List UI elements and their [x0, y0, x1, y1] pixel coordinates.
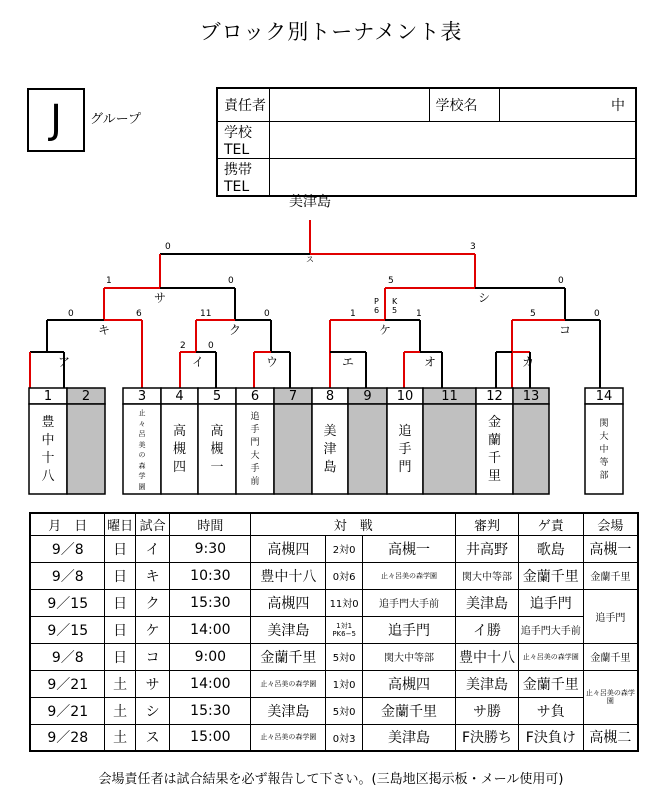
team-number: 9: [363, 389, 372, 404]
home-team-cell: 豊中十八: [251, 562, 326, 589]
team-number: 13: [522, 389, 540, 404]
champion-name: 美津島: [289, 194, 331, 210]
score-cell: 2対0: [326, 535, 362, 562]
time-cell: 15:30: [170, 697, 251, 724]
venue-cell: 追手門: [583, 589, 638, 643]
venue-cell: 高槻二: [583, 724, 638, 751]
team-number: 1: [43, 389, 53, 404]
home-team-cell: 金蘭千里: [251, 643, 326, 670]
team-name: 金 蘭 千 里: [487, 415, 501, 484]
team-number: 10: [396, 389, 414, 404]
day-cell: 土: [105, 697, 135, 724]
label-ア: ア: [57, 355, 71, 369]
label-サ: サ: [153, 291, 167, 305]
score-キ-left: 0: [68, 309, 74, 319]
score-サ-right: 0: [228, 276, 234, 286]
score-cell: 5対0: [326, 643, 362, 670]
label-オ: オ: [423, 355, 437, 369]
away-team-cell: 追手門: [362, 616, 455, 643]
schedule-row: [30, 616, 638, 643]
pk-ケ-right-score: 5: [392, 306, 398, 315]
score-cell: 1対0: [326, 670, 362, 697]
venue-cell: 止々呂美の森学園: [583, 670, 638, 724]
time-cell: 14:00: [170, 670, 251, 697]
pk-ケ-left-score: 6: [374, 306, 380, 315]
schedule-row: [30, 589, 638, 616]
home-team-cell: 高槻四: [251, 589, 326, 616]
score-ス-right: 3: [470, 242, 476, 252]
team-name: 追 手 門: [398, 424, 412, 475]
label-ス: ス: [306, 255, 314, 264]
game-manager-cell: 追手門: [518, 589, 583, 616]
venue-cell: 金蘭千里: [583, 562, 638, 589]
away-team-cell: 関大中等部: [362, 643, 455, 670]
day-cell: 土: [105, 670, 135, 697]
header-date: 月 日: [30, 513, 105, 535]
game-manager-cell: 追手門大手前: [518, 616, 583, 643]
game-manager-cell: サ負: [518, 697, 583, 724]
team-name: 美 津 島: [323, 424, 337, 475]
venue-cell: 高槻一: [583, 535, 638, 562]
date-cell: 9／8: [30, 643, 105, 670]
team-name: 高 槻 四: [172, 424, 186, 475]
score-cell: 0対3: [326, 724, 362, 751]
schedule-row: [30, 643, 638, 670]
referee-cell: 美津島: [456, 589, 519, 616]
team-number: 3: [137, 389, 147, 404]
group-label: グループ: [90, 112, 141, 127]
schedule-row: [30, 724, 638, 751]
day-cell: 土: [105, 724, 135, 751]
label-ク: ク: [228, 323, 242, 337]
team-name: 追 手 門 大 手 前: [250, 412, 260, 487]
school-name-value[interactable]: 中: [499, 88, 636, 121]
day-cell: 日: [105, 616, 135, 643]
label-ケ: ケ: [378, 323, 392, 337]
time-cell: 9:30: [170, 535, 251, 562]
referee-cell: サ勝: [456, 697, 519, 724]
referee-cell: F決勝ち: [456, 724, 519, 751]
away-team-cell: 追手門大手前: [362, 589, 455, 616]
game-manager-cell: 金蘭千里: [518, 670, 583, 697]
referee-cell: 美津島: [456, 670, 519, 697]
time-cell: 9:00: [170, 643, 251, 670]
game-manager-cell: F決負け: [518, 724, 583, 751]
header-time: 時間: [170, 513, 251, 535]
score-サ-left: 1: [106, 276, 112, 286]
team-name: 高 槻 一: [210, 424, 224, 475]
match-cell: シ: [135, 697, 169, 724]
referee-cell: 豊中十八: [456, 643, 519, 670]
date-cell: 9／15: [30, 589, 105, 616]
team-number: 8: [325, 389, 335, 404]
home-team-cell: 高槻四: [251, 535, 326, 562]
label-キ: キ: [97, 323, 111, 337]
team-number: 7: [288, 389, 298, 404]
score-ク-left: 11: [200, 309, 212, 319]
day-cell: 日: [105, 562, 135, 589]
header-match: 試合: [135, 513, 169, 535]
team-number: 5: [212, 389, 222, 404]
time-cell: 14:00: [170, 616, 251, 643]
game-manager-cell: 金蘭千里: [518, 562, 583, 589]
score-シ-left: 5: [388, 276, 394, 286]
referee-cell: 井高野: [456, 535, 519, 562]
score-ス-left: 0: [165, 242, 171, 252]
match-cell: ス: [135, 724, 169, 751]
header-venue: 会場: [583, 513, 638, 535]
score-ク-right: 0: [264, 309, 270, 319]
match-cell: コ: [135, 643, 169, 670]
team-number: 14: [595, 389, 613, 404]
score-ケ-left: 1: [350, 309, 356, 319]
home-team-cell: 美津島: [251, 697, 326, 724]
date-cell: 9／21: [30, 670, 105, 697]
team-number: 2: [81, 389, 91, 404]
header-game-manager: ゲ責: [518, 513, 583, 535]
score-コ-right: 0: [594, 309, 600, 319]
header-match-up: 対 戦: [251, 513, 456, 535]
referee-cell: イ勝: [456, 616, 519, 643]
schedule-row: [30, 562, 638, 589]
referee-cell: 関大中等部: [456, 562, 519, 589]
score-キ-right: 6: [136, 309, 142, 319]
mobile-tel-label: 携帯TEL: [217, 158, 269, 196]
score-cell: 5対0: [326, 697, 362, 724]
schedule-row: [30, 670, 638, 697]
pk-ケ-right: K: [392, 297, 398, 306]
score-イ-right: 0: [208, 341, 214, 351]
away-team-cell: 高槻四: [362, 670, 455, 697]
schedule-table: [29, 512, 639, 752]
schedule-row: [30, 535, 638, 562]
away-team-cell: 高槻一: [362, 535, 455, 562]
pk-ケ-left: P: [374, 297, 379, 306]
home-team-cell: 止々呂美の森学園: [251, 670, 326, 697]
team-number: 6: [250, 389, 260, 404]
score-コ-left: 5: [530, 309, 536, 319]
score-ケ-right: 1: [416, 309, 422, 319]
team-name: 関 大 中 等 部: [599, 418, 609, 481]
label-ウ: ウ: [265, 355, 279, 369]
label-イ: イ: [191, 355, 205, 369]
score-イ-left: 2: [180, 341, 186, 351]
team-name: 豊 中 十 八: [41, 415, 55, 484]
match-cell: ク: [135, 589, 169, 616]
date-cell: 9／21: [30, 697, 105, 724]
day-cell: 日: [105, 643, 135, 670]
match-cell: キ: [135, 562, 169, 589]
day-cell: 日: [105, 535, 135, 562]
time-cell: 15:30: [170, 589, 251, 616]
page-title: ブロック別トーナメント表: [199, 20, 463, 44]
label-カ: カ: [521, 355, 535, 369]
date-cell: 9／28: [30, 724, 105, 751]
match-cell: サ: [135, 670, 169, 697]
match-cell: ケ: [135, 616, 169, 643]
score-cell: 1対1 PK6−5: [326, 616, 362, 643]
school-tel-label: 学校TEL: [217, 121, 269, 158]
away-team-cell: 止々呂美の森学園: [362, 562, 455, 589]
manager-label: 責任者: [217, 88, 269, 121]
footer-note: 会場責任者は試合結果を必ず報告して下さい。(三島地区掲示板・メール使用可): [98, 772, 564, 787]
venue-cell: 金蘭千里: [583, 643, 638, 670]
team-number: 12: [486, 389, 503, 404]
match-cell: イ: [135, 535, 169, 562]
label-コ: コ: [558, 323, 572, 337]
away-team-cell: 金蘭千里: [362, 697, 455, 724]
time-cell: 15:00: [170, 724, 251, 751]
away-team-cell: 美津島: [362, 724, 455, 751]
team-number: 11: [441, 389, 458, 404]
label-エ: エ: [341, 355, 355, 369]
group-letter-box: J: [27, 88, 85, 152]
day-cell: 日: [105, 589, 135, 616]
team-number: 4: [175, 389, 184, 404]
score-cell: 0対6: [326, 562, 362, 589]
date-cell: 9／8: [30, 535, 105, 562]
score-シ-right: 0: [558, 276, 564, 286]
home-team-cell: 止々呂美の森学園: [251, 724, 326, 751]
score-cell: 11対0: [326, 589, 362, 616]
date-cell: 9／15: [30, 616, 105, 643]
header-referee: 審判: [456, 513, 519, 535]
schedule-row: [30, 697, 638, 724]
time-cell: 10:30: [170, 562, 251, 589]
date-cell: 9／8: [30, 562, 105, 589]
header-day: 曜日: [105, 513, 135, 535]
home-team-cell: 美津島: [251, 616, 326, 643]
game-manager-cell: 止々呂美の森学園: [518, 643, 583, 670]
game-manager-cell: 歌島: [518, 535, 583, 562]
school-name-label: 学校名: [429, 88, 499, 121]
team-name: 止 々 呂 美 の 森 学 園: [138, 409, 146, 491]
label-シ: シ: [477, 291, 491, 305]
